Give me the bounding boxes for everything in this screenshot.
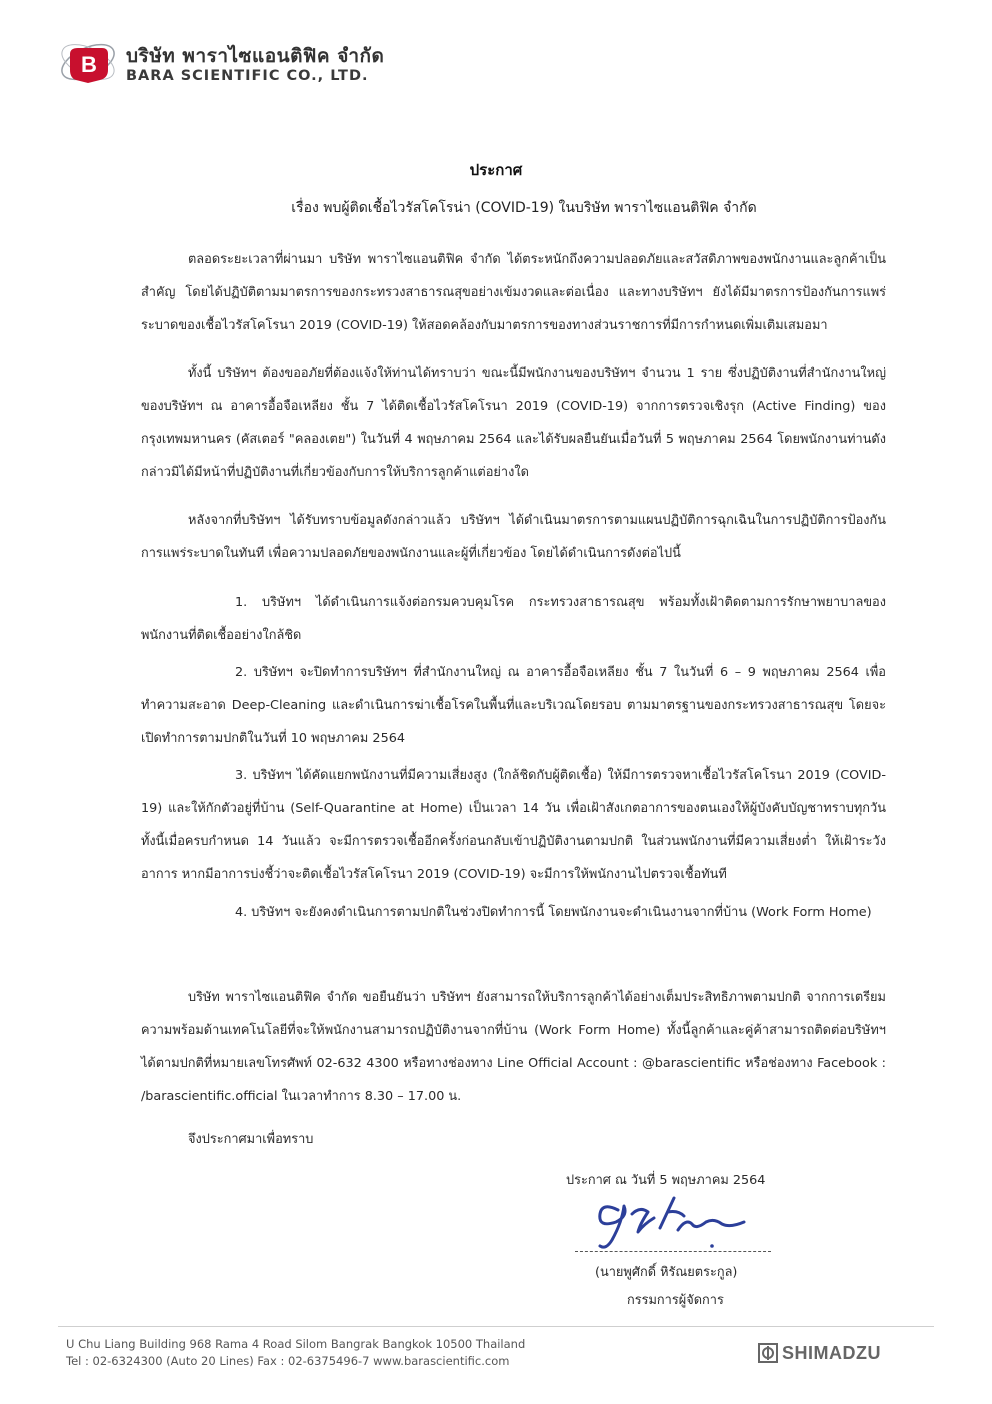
footer-address: U Chu Liang Building 968 Rama 4 Road Silom Bangrak Bangkok 10500 Thailand [66,1337,526,1351]
company-name-th: บริษัท พาราไซแอนติฟิค จำกัด [126,45,385,67]
company-name-en: BARA SCIENTIFIC CO., LTD. [126,68,369,84]
signer-name: (นายพูศักดิ์ หิรัณยตระกูล) [595,1265,738,1280]
list-item-3: 3. บริษัทฯ ได้คัดแยกพนักงานที่มีความเสี่ยงสูง (ใกล้ชิดกับผู้ติดเชื้อ) ให้มีการตรวจหาเชื้อไวรัสโคโรนา 2019 (COVID-19) และให้กักตัวอยู่ที่บ้าน (Self-Quarantine at Home) เป็นเวลา 14 วัน เพื่อเฝ้าสังเกตอาการของตนเองให้ผู้บังคับบัญชาทราบทุกวัน ทั้งนี้เมื่อครบกำหนด 14 วันแล้ว จะมีการตรวจเชื้ออีกครั้งก่อนกลับเข้าปฏิบัติงานตามปกติ ในส่วนพนักงานที่มีความเสี่ยงต่ำ ให้เฝ้าระวังอาการ หากมีอาการบ่งชี้ว่าจะติดเชื้อไวรัสโคโรนา 2019 (COVID-19) จะมีการให้พนักงานไปตรวจเชื้อทันที [141,768,886,882]
announcement-date: ประกาศ ณ วันที่ 5 พฤษภาคม 2564 [566,1173,766,1188]
paragraph-announcement: ทั้งนี้ บริษัทฯ ต้องขออภัยที่ต้องแจ้งให้ท่านได้ทราบว่า ขณะนี้มีพนักงานของบริษัทฯ จำนวน 1 ราย ซึ่งปฏิบัติงานที่สำนักงานใหญ่ของบริษัทฯ ณ อาคารอื้อจือเหลียง ชั้น 7 ได้ติดเชื้อไวรัสโคโรนา 2019 (COVID-19) จากการตรวจเชิงรุก (Active Finding) ของกรุงเทพมหานคร (คัสเตอร์ "คลองเตย") ในวันที่ 4 พฤษภาคม 2564 และได้รับผลยืนยันเมื่อวันที่ 5 พฤษภาคม 2564 โดยพนักงานท่านดังกล่าวมิได้มีหน้าที่ปฏิบัติงานที่เกี่ยวข้องกับการให้บริการลูกค้าแต่อย่างใด [141,366,886,480]
paragraph-final: บริษัท พาราไซแอนติฟิค จำกัด ขอยืนยันว่า บริษัทฯ ยังสามารถให้บริการลูกค้าได้อย่างเต็มประสิทธิภาพตามปกติ จากการเตรียมความพร้อมด้านเทคโนโลยีที่จะให้พนักงานสามารถปฏิบัติงานจากที่บ้าน (Work Form Home) ทั้งนี้ลูกค้าและคู่ค้าสามารถติดต่อบริษัทฯ ได้ตามปกติที่หมายเลขโทรศัพท์ 02-632 4300 หรือทางช่องทาง Line Official Account : @barascientific หรือช่องทาง Facebook : /barascientific.official ในเวลาทำการ 8.30 – 17.00 น. [141,990,886,1104]
footer-divider [58,1326,934,1327]
list-item-2: 2. บริษัทฯ จะปิดทำการบริษัทฯ ที่สำนักงานใหญ่ ณ อาคารอื้อจือเหลียง ชั้น 7 ในวันที่ 6 – 9 พฤษภาคม 2564 เพื่อทำความสะอาด Deep-Cleaning และดำเนินการฆ่าเชื้อโรคในพื้นที่และบริเวณโดยรอบ ตามมาตรฐานของกระทรวงสาธารณสุข โดยจะเปิดทำการตามปกติในวันที่ 10 พฤษภาคม 2564 [141,665,886,746]
signer-title: กรรมการผู้จัดการ [627,1293,724,1308]
list-item-1: 1. บริษัทฯ ได้ดำเนินการแจ้งต่อกรมควบคุมโรค กระทรวงสาธารณสุข พร้อมทั้งเฝ้าติดตามการรักษาพยาบาลของพนักงานที่ติดเชื้ออย่างใกล้ชิด [141,595,886,643]
paragraph-intro: ตลอดระยะเวลาที่ผ่านมา บริษัท พาราไซแอนติฟิค จำกัด ได้ตระหนักถึงความปลอดภัยและสวัสดิภาพของพนักงานและลูกค้าเป็นสำคัญ โดยได้ปฏิบัติตามมาตรการของกระทรวงสาธารณสุขอย่างเข้มงวดและต่อเนื่อง และทางบริษัทฯ ยังได้มีมาตรการป้องกันการแพร่ระบาดของเชื้อไวรัสโคโรนา 2019 (COVID-19) ให้สอดคล้องกับมาตรการของทางส่วนราชการที่มีการกำหนดเพิ่มเติมเสมอมา [141,252,886,333]
logo-letter: B [81,52,97,77]
list-item-4: 4. บริษัทฯ จะยังคงดำเนินการตามปกติในช่วงปิดทำการนี้ โดยพนักงานจะดำเนินงานจากที่บ้าน (Work Form Home) [235,905,872,920]
notice-title: ประกาศ [469,161,523,179]
closing-line: จึงประกาศมาเพื่อทราบ [188,1132,314,1147]
notice-subject: เรื่อง พบผู้ติดเชื้อไวรัสโคโรน่า (COVID-19) ในบริษัท พาราไซแอนติฟิค จำกัด [291,200,757,216]
shimadzu-logo-icon [758,1343,778,1363]
footer-contact: Tel : 02-6324300 (Auto 20 Lines) Fax : 02-6375496-7 www.barascientific.com [66,1354,510,1368]
bara-logo-icon [58,40,122,84]
signature-line [575,1251,771,1252]
paragraph-measures: หลังจากที่บริษัทฯ ได้รับทราบข้อมูลดังกล่าวแล้ว บริษัทฯ ได้ดำเนินมาตรการตามแผนปฏิบัติการฉุกเฉินในการปฏิบัติการป้องกันการแพร่ระบาดในทันที เพื่อความปลอดภัยของพนักงานและผู้ที่เกี่ยวข้อง โดยได้ดำเนินการดังต่อไปนี้ [141,513,886,561]
signature-image [588,1188,748,1258]
shimadzu-logo [758,1342,881,1364]
shimadzu-wordmark: SHIMADZU [782,1342,881,1363]
